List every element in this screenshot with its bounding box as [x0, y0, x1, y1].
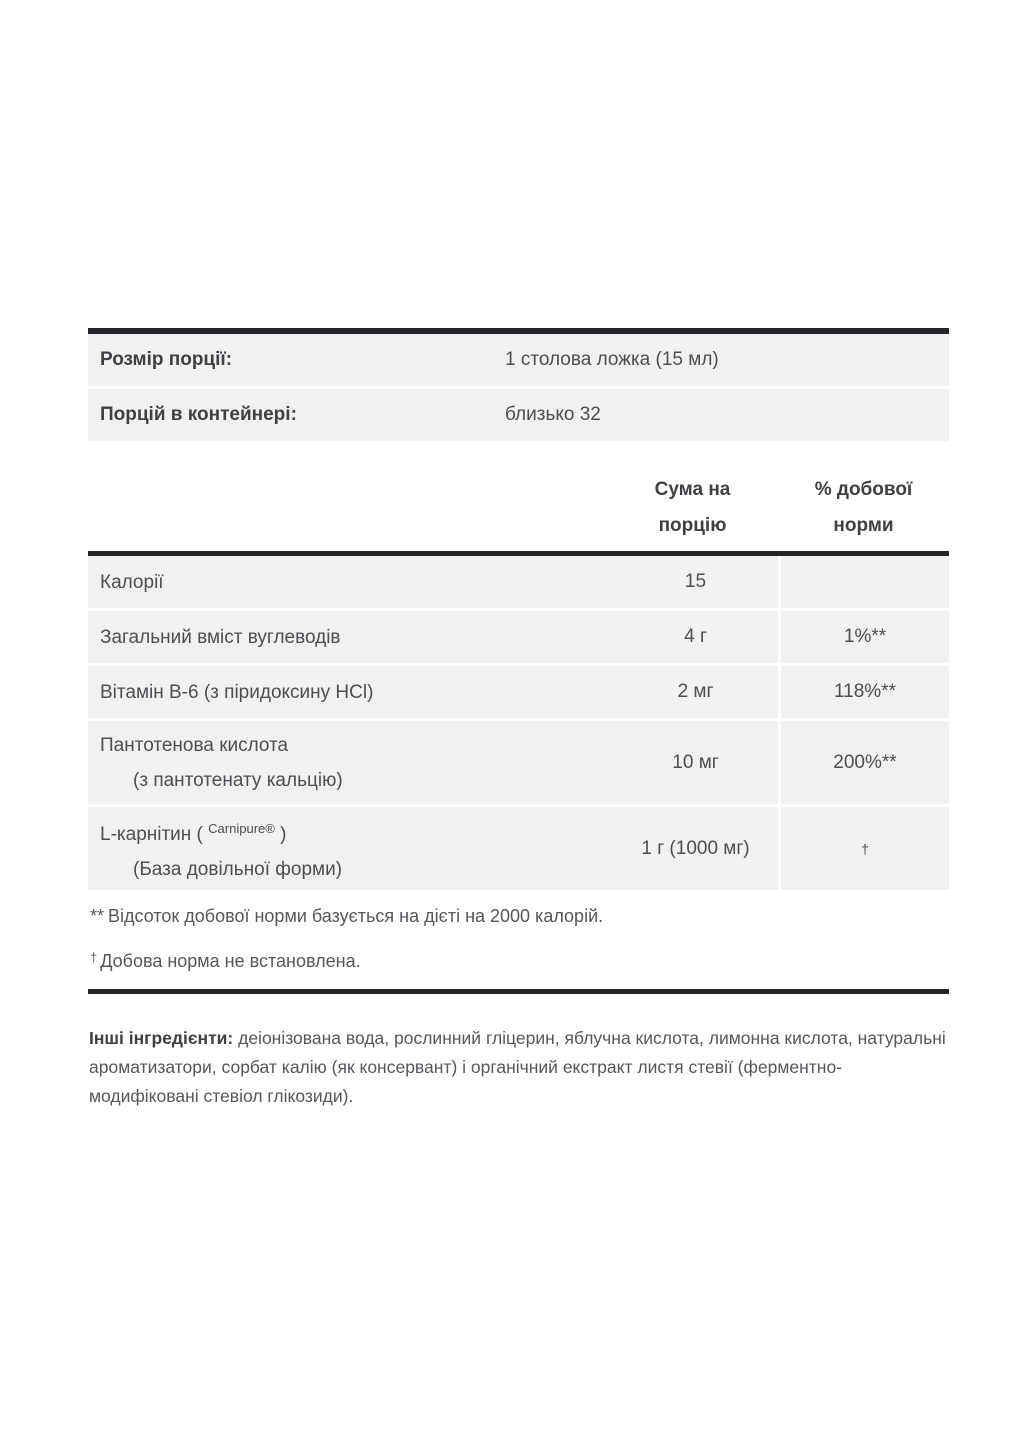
header-spacer: [88, 472, 610, 544]
servings-per-container-row: [88, 389, 949, 441]
supplement-facts-panel: [88, 328, 949, 1111]
nutrient-dv: 118%**: [778, 666, 949, 718]
nutrient-row-carbohydrate: [88, 611, 949, 663]
nutrient-name-subtext: (з пантотенату кальцію): [133, 769, 343, 791]
other-ingredients: [88, 1024, 949, 1111]
nutrient-name-text: Загальний вміст вуглеводів: [100, 626, 341, 648]
footnote-text: Добова норма не встановлена.: [100, 951, 361, 971]
nutrient-amount: 15: [684, 571, 707, 592]
nutrient-name: [88, 807, 613, 890]
servings-per-container-label: Порцій в контейнері:: [100, 404, 297, 425]
other-ingredients-label: Інші інгредієнти:: [89, 1028, 234, 1048]
nutrient-amount: 10 мг: [672, 751, 719, 773]
nutrient-amount: 2 мг: [677, 681, 714, 702]
footnote-marker: **: [90, 906, 105, 926]
nutrient-amount: 4 г: [684, 626, 707, 647]
nutrient-row-vitamin-b6: [88, 666, 949, 718]
serving-size-row: [88, 334, 949, 386]
carnipure-trademark: Carnipure®: [208, 820, 275, 836]
dv-header-line1: % добової: [814, 479, 913, 500]
serving-size-label: Розмір порції:: [100, 349, 233, 370]
nutrient-dv: [778, 807, 949, 890]
nutrient-row-pantothenic-acid: [88, 721, 949, 804]
footnote-text: Відсоток добової норми базується на дієті на 2000 калорій.: [108, 906, 604, 926]
servings-per-container-value: близько 32: [505, 404, 601, 425]
bottom-divider-bar: [88, 989, 949, 994]
l-carnitine-suffix: ): [274, 823, 287, 845]
nutrient-name: [88, 556, 613, 608]
nutrient-name: [88, 721, 613, 804]
dv-column-header: [778, 472, 949, 544]
nutrient-name-text: Калорії: [100, 571, 164, 593]
l-carnitine-prefix: L-карнітин (: [100, 823, 209, 845]
nutrient-name-text: [100, 811, 613, 852]
nutrient-dv: 1%**: [778, 611, 949, 663]
nutrient-name: [88, 666, 613, 718]
dagger-symbol: †: [861, 840, 869, 857]
nutrient-name: [88, 611, 613, 663]
nutrient-name-subtext: (База довільної форми): [133, 858, 343, 880]
column-headers-row: [88, 444, 949, 551]
nutrient-amount: 1 г (1000 мг): [641, 837, 750, 859]
footnote-daily-value: [90, 904, 949, 928]
nutrient-row-l-carnitine: [88, 807, 949, 890]
nutrient-dv: [778, 556, 949, 608]
footnote-dv-not-established: [90, 946, 949, 973]
amount-header-line1: Сума на: [654, 479, 731, 500]
nutrient-name-text: Пантотенова кислота: [100, 734, 289, 756]
amount-column-header: [610, 472, 775, 544]
amount-header-line2: порцію: [658, 515, 727, 536]
footnote-marker: †: [90, 950, 98, 965]
serving-size-value: 1 столова ложка (15 мл): [505, 349, 719, 370]
nutrient-row-calories: [88, 556, 949, 608]
dv-header-line2: норми: [833, 515, 894, 536]
nutrient-name-text: Вітамін B-6 (з піридоксину HCl): [100, 681, 374, 703]
other-ingredients-text: деіонізована вода, рослинний гліцерин, яблучна кислота, лимонна кислота, натуральні ароматизатори, сорбат калію (як консервант) і органічний екстракт листя стевії (ферментно-модифіковані стевіол глікозиди).: [89, 1028, 946, 1106]
footnotes-section: [88, 890, 949, 989]
nutrient-dv: 200%**: [778, 721, 949, 804]
